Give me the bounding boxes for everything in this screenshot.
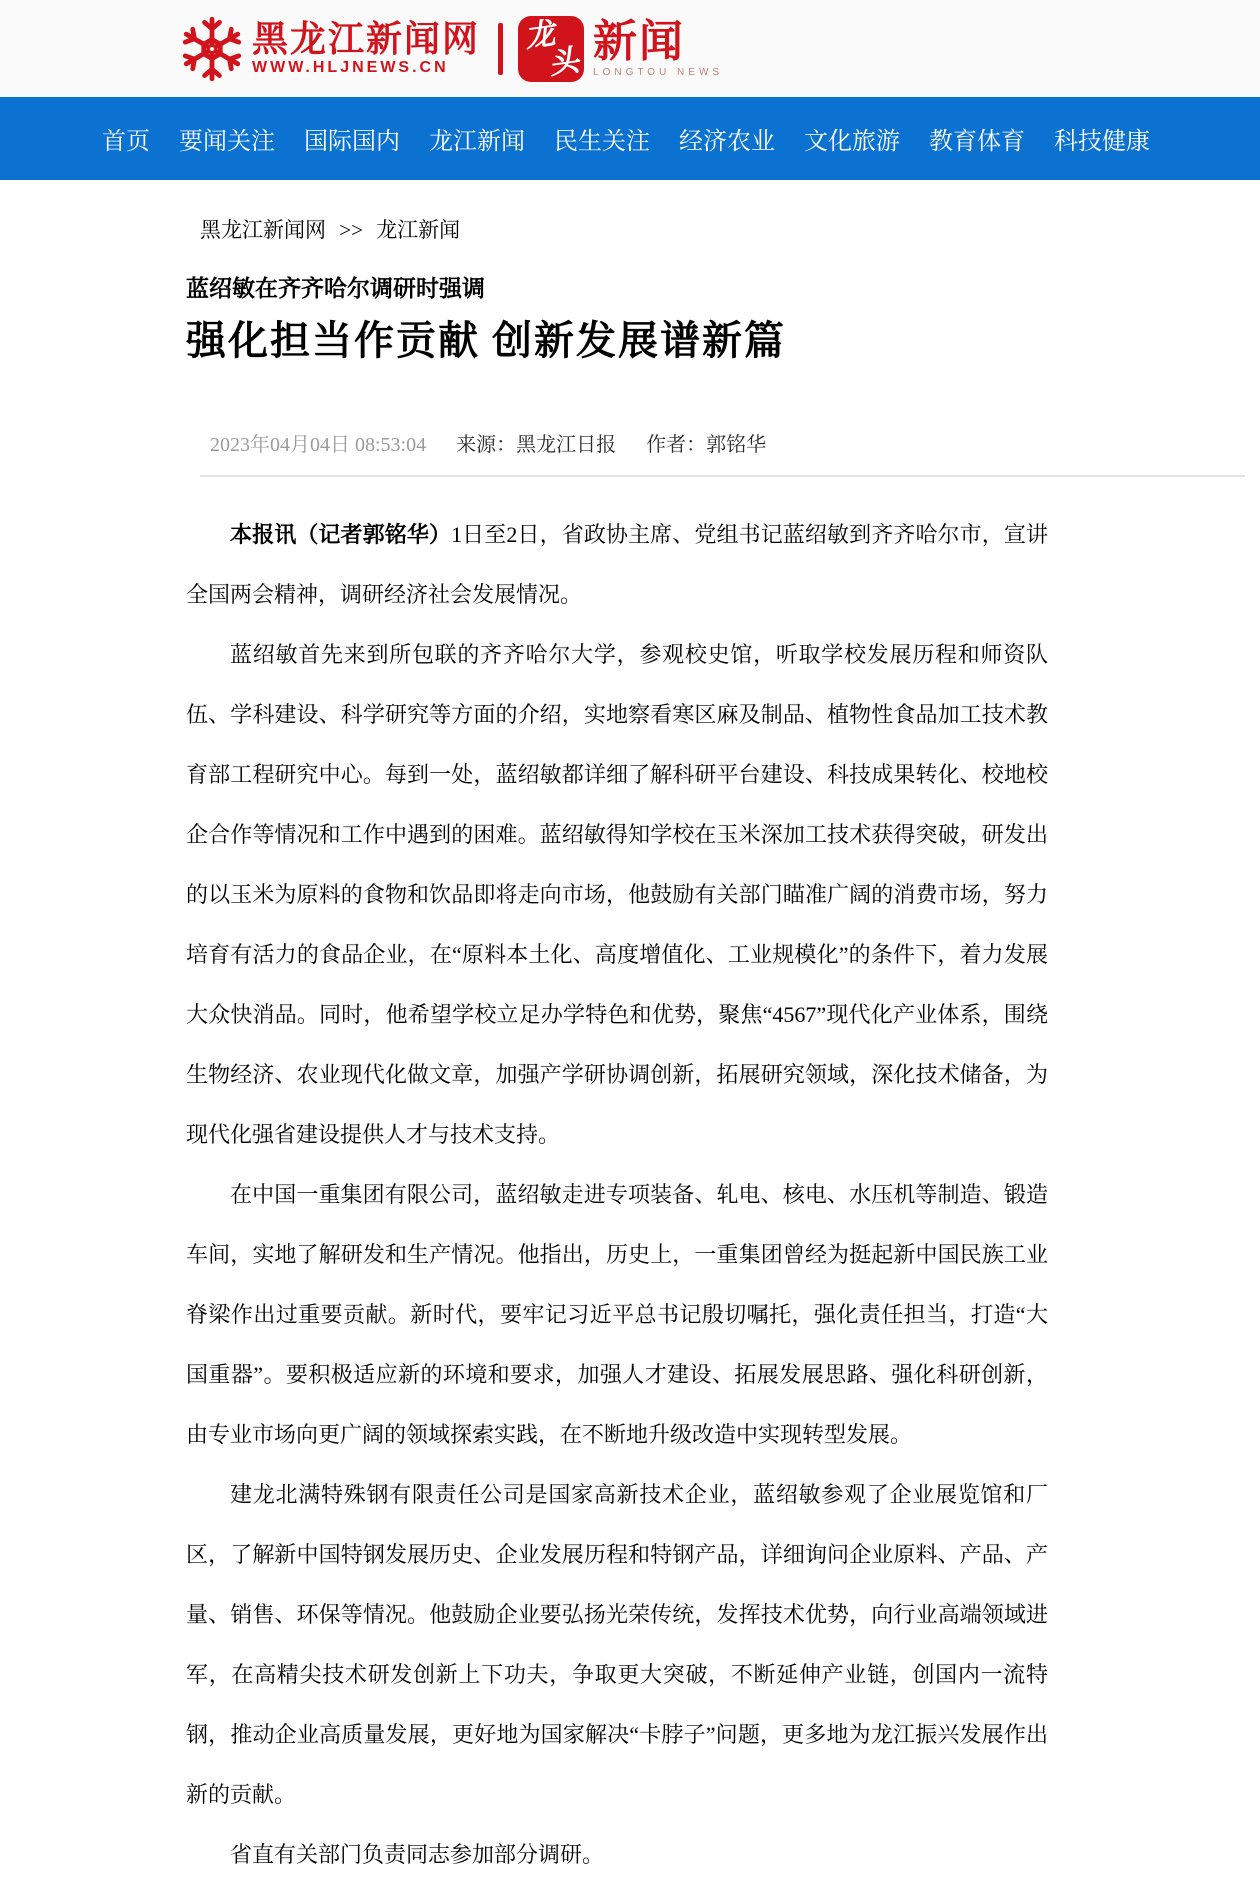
article-source: 来源：黑龙江日报 bbox=[456, 434, 617, 456]
partner-name: 新闻 bbox=[593, 16, 686, 66]
breadcrumb bbox=[200, 214, 1260, 244]
partner-subtitle: LONGTOU NEWS bbox=[593, 66, 724, 78]
nav-item-tech-health[interactable]: 科技健康 bbox=[1054, 129, 1150, 155]
meta-divider bbox=[200, 475, 1245, 477]
nav-item-top-news[interactable]: 要闻关注 bbox=[179, 129, 275, 155]
longtou-badge-char2: 头 bbox=[546, 43, 582, 81]
paragraph-4: 建龙北满特殊钢有限责任公司是国家高新技术企业，蓝绍敏参观了企业展览馆和厂区，了解新中国特钢发展历史、企业发展历程和特钢产品，详细询问企业原料、产品、产量、销售、环保等情况。他鼓励企业要弘扬光荣传统，发挥技术优势，向行业高端领域进军，在高精尖技术研发创新上下功夫，争取更大突破，不断延伸产业链，创国内一流特钢，推动企业高质量发展，更好地为国家解决“卡脖子”问题，更多地为龙江振兴发展作出新的贡献。 bbox=[186, 1482, 1048, 1807]
article-subtitle: 蓝绍敏在齐齐哈尔调研时强调 bbox=[186, 276, 485, 301]
article-date: 2023年04月04日 08:53:04 bbox=[210, 434, 427, 456]
snowflake-icon bbox=[178, 15, 246, 83]
nav-item-home[interactable]: 首页 bbox=[102, 129, 150, 155]
longtou-badge-char1: 龙 bbox=[522, 16, 558, 54]
site-name: 黑龙江新闻网 bbox=[252, 18, 481, 59]
nav-item-culture-tourism[interactable]: 文化旅游 bbox=[804, 129, 900, 155]
article-meta bbox=[210, 428, 1260, 457]
article-title: 强化担当作贡献 创新发展谱新篇 bbox=[186, 318, 786, 363]
paragraph-3: 在中国一重集团有限公司，蓝绍敏走进专项装备、轧电、核电、水压机等制造、锻造车间，实地了解研发和生产情况。他指出，历史上，一重集团曾经为挺起新中国民族工业脊梁作出过重要贡献。新时代，要牢记习近平总书记殷切嘱托，强化责任担当，打造“大国重器”。要积极适应新的环境和要求，加强人才建设、拓展发展思路、强化科研创新，由专业市场向更广阔的领域探索实践，在不断地升级改造中实现转型发展。 bbox=[186, 1182, 1048, 1447]
site-logo[interactable] bbox=[178, 15, 480, 83]
site-url: WWW.HLJNEWS.CN bbox=[252, 59, 449, 76]
article-author: 作者：郭铭华 bbox=[646, 434, 767, 456]
article-page bbox=[0, 214, 1260, 1885]
breadcrumb-section-link[interactable]: 龙江新闻 bbox=[376, 218, 461, 242]
breadcrumb-site-link[interactable]: 黑龙江新闻网 bbox=[200, 218, 326, 242]
breadcrumb-separator: >> bbox=[339, 218, 363, 242]
nav-item-livelihood[interactable]: 民生关注 bbox=[554, 129, 650, 155]
nav-item-international-domestic[interactable]: 国际国内 bbox=[304, 129, 400, 155]
paragraph-1 bbox=[186, 505, 1048, 625]
longtou-badge-icon bbox=[519, 17, 583, 81]
nav-bar bbox=[0, 97, 1260, 180]
paragraph-1-rest: 1日至2日，省政协主席、党组书记蓝绍敏到齐齐哈尔市，宣讲全国两会精神，调研经济社会发展情况。 bbox=[186, 522, 1048, 607]
paragraph-1-lead: 本报讯（记者郭铭华） bbox=[230, 522, 452, 547]
nav-item-longjiang-news[interactable]: 龙江新闻 bbox=[429, 129, 525, 155]
paragraph-5: 省直有关部门负责同志参加部分调研。 bbox=[230, 1842, 605, 1867]
nav-item-economy-agriculture[interactable]: 经济农业 bbox=[679, 129, 775, 155]
logo-separator bbox=[498, 23, 503, 75]
nav-item-education-sports[interactable]: 教育体育 bbox=[929, 129, 1025, 155]
longtou-logo[interactable] bbox=[519, 17, 723, 81]
paragraph-2: 蓝绍敏首先来到所包联的齐齐哈尔大学，参观校史馆，听取学校发展历程和师资队伍、学科建设、科学研究等方面的介绍，实地察看寒区麻及制品、植物性食品加工技术教育部工程研究中心。每到一处，蓝绍敏都详细了解科研平台建设、科技成果转化、校地校企合作等情况和工作中遇到的困难。蓝绍敏得知学校在玉米深加工技术获得突破，研发出的以玉米为原料的食物和饮品即将走向市场，他鼓励有关部门瞄准广阔的消费市场，努力培育有活力的食品企业，在“原料本土化、高度增值化、工业规模化”的条件下，着力发展大众快消品。同时，他希望学校立足办学特色和优势，聚焦“4567”现代化产业体系，围绕生物经济、农业现代化做文章，加强产学研协调创新，拓展研究领域，深化技术储备，为现代化强省建设提供人才与技术支持。 bbox=[186, 642, 1048, 1147]
site-header bbox=[0, 0, 1260, 97]
article-body bbox=[186, 505, 1048, 1885]
